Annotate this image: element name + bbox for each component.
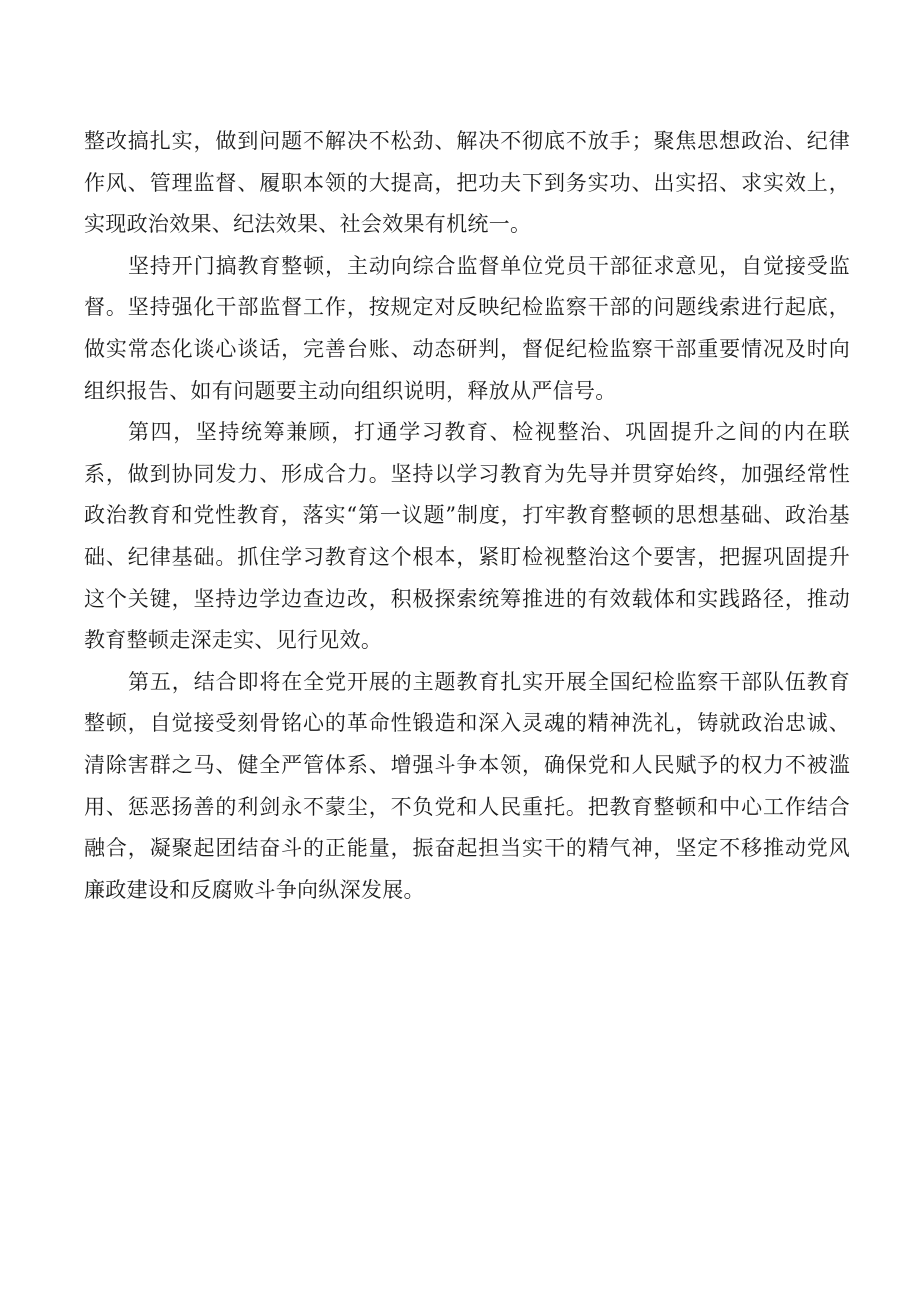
paragraph-fourth-point: 第四，坚持统筹兼顾，打通学习教育、检视整治、巩固提升之间的内在联系，做到协同发力、形成合力。坚持以学习教育为先导并贯穿始终，加强经常性政治教育和党性教育，落实“第一议题”制度，打牢教育整顿的思想基础、政治基础、纪律基础。抓住学习教育这个根本，紧盯检视整治这个要害，把握巩固提升这个关键，坚持边学边查边改，积极探索统筹推进的有效载体和实践路径，推动教育整顿走深走实、见行见效。	[84, 420, 850, 653]
paragraph-open-door-rectification: 坚持开门搞教育整顿，主动向综合监督单位党员干部征求意见，自觉接受监督。坚持强化干部监督工作，按规定对反映纪检监察干部的问题线索进行起底，做实常态化谈心谈话，完善台账、动态研判，督促纪检监察干部重要情况及时向组织报告、如有问题要主动向组织说明，释放从严信号。	[84, 253, 850, 403]
document-body	[84, 121, 850, 911]
paragraph-fifth-point: 第五，结合即将在全党开展的主题教育扎实开展全国纪检监察干部队伍教育整顿，自觉接受刻骨铭心的革命性锻造和深入灵魂的精神洗礼，铸就政治忠诚、清除害群之马、健全严管体系、增强斗争本领，确保党和人民赋予的权力不被滥用、惩恶扬善的利剑永不蒙尘，不负党和人民重托。把教育整顿和中心工作结合融合，凝聚起团结奋斗的正能量，振奋起担当实干的精气神，坚定不移推动党风廉政建设和反腐败斗争向纵深发展。	[84, 669, 850, 902]
paragraph-continuation: 整改搞扎实，做到问题不解决不松劲、解决不彻底不放手；聚焦思想政治、纪律作风、管理监督、履职本领的大提高，把功夫下到务实功、出实招、求实效上，实现政治效果、纪法效果、社会效果有机统一。	[84, 129, 850, 237]
